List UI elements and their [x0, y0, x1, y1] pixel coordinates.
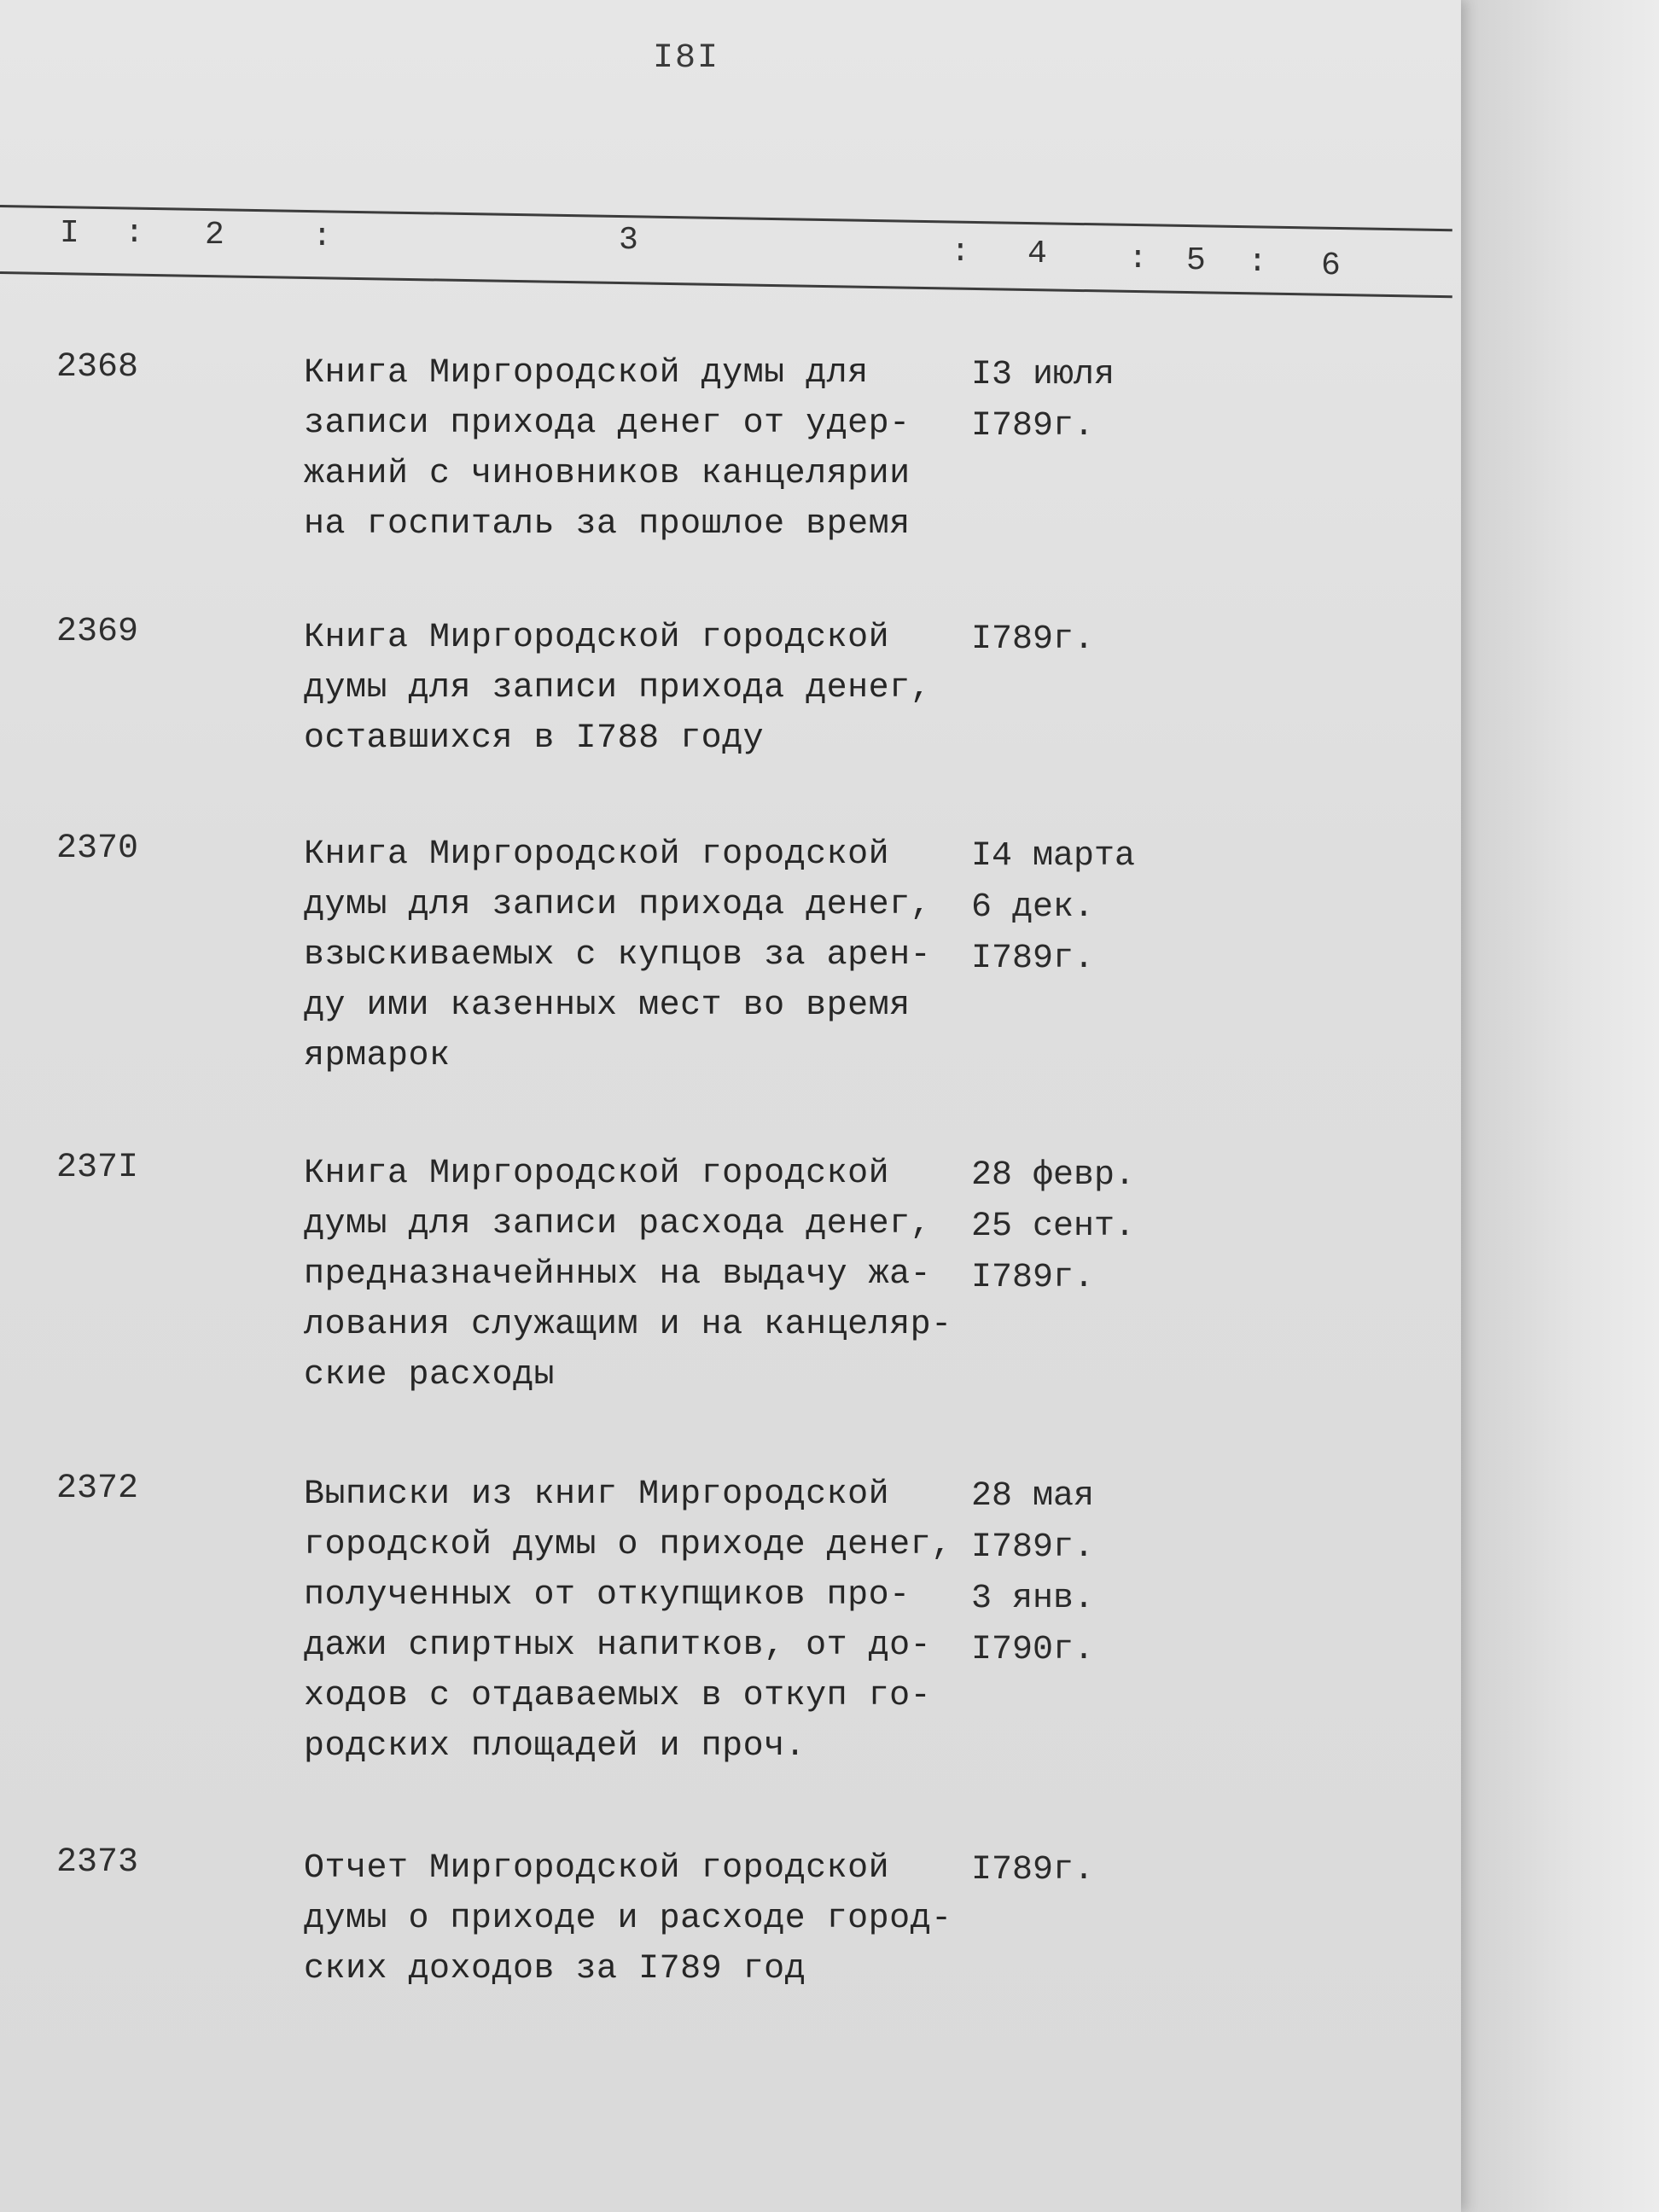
entry-date: I3 июля I789г.	[971, 356, 1115, 445]
page-number: I8I	[653, 39, 720, 78]
entry-description: Книга Миргородской городской думы для записи расхода денег, предназначейнных на выдачу жа- лования служащим и на канцеляр- ские расходы	[304, 1155, 952, 1394]
entry-date: I789г.	[971, 1851, 1095, 1889]
column-header-separator: :	[312, 218, 332, 255]
entry-description: Книга Миргородской городской думы для записи прихода денег, оставшихся в I788 году	[304, 619, 932, 758]
entry-date: I789г.	[971, 620, 1095, 659]
entry-number: 2372	[56, 1470, 139, 1508]
entry-number: 237I	[56, 1149, 139, 1187]
entry-description: Отчет Миргородской городской думы о приходе и расходе город- ских доходов за I789 год	[304, 1849, 952, 1988]
header-rule-bottom	[0, 271, 1452, 298]
entry-number: 2369	[56, 613, 139, 651]
column-header-3: 3	[619, 222, 638, 259]
column-header-1: I	[60, 215, 79, 252]
column-header-5: 5	[1186, 242, 1206, 279]
entry-description: Книга Миргородской думы для записи прихода денег от удер- жаний с чиновников канцелярии на госпиталь за прошлое время	[304, 354, 911, 544]
entry-description: Выписки из книг Миргородской городской думы о приходе денег, полученных от откупщиков про- дажи спиртных напитков, от до- ходов с отдаваемых в откуп го- родских площадей и проч.	[304, 1476, 952, 1766]
column-header-2: 2	[205, 217, 224, 253]
column-header-separator: :	[1128, 241, 1148, 277]
entry-number: 2373	[56, 1843, 139, 1882]
entry-date: 28 мая I789г. 3 янв. I790г.	[971, 1477, 1095, 1669]
entry-date: I4 марта 6 дек. I789г.	[971, 837, 1136, 978]
column-header-6: 6	[1321, 247, 1341, 284]
column-header-separator: :	[1248, 244, 1267, 281]
column-header-4: 4	[1027, 236, 1047, 272]
entry-number: 2368	[56, 348, 139, 387]
entry-date: 28 февр. 25 сент. I789г.	[971, 1156, 1136, 1297]
entry-description: Книга Миргородской городской думы для записи прихода денег, взыскиваемых с купцов за арен- ду ими казенных мест во время ярмарок	[304, 835, 932, 1075]
background-right	[1451, 0, 1659, 2212]
entry-number: 2370	[56, 830, 139, 868]
column-header-separator: :	[125, 215, 144, 252]
column-header-separator: :	[951, 234, 970, 271]
